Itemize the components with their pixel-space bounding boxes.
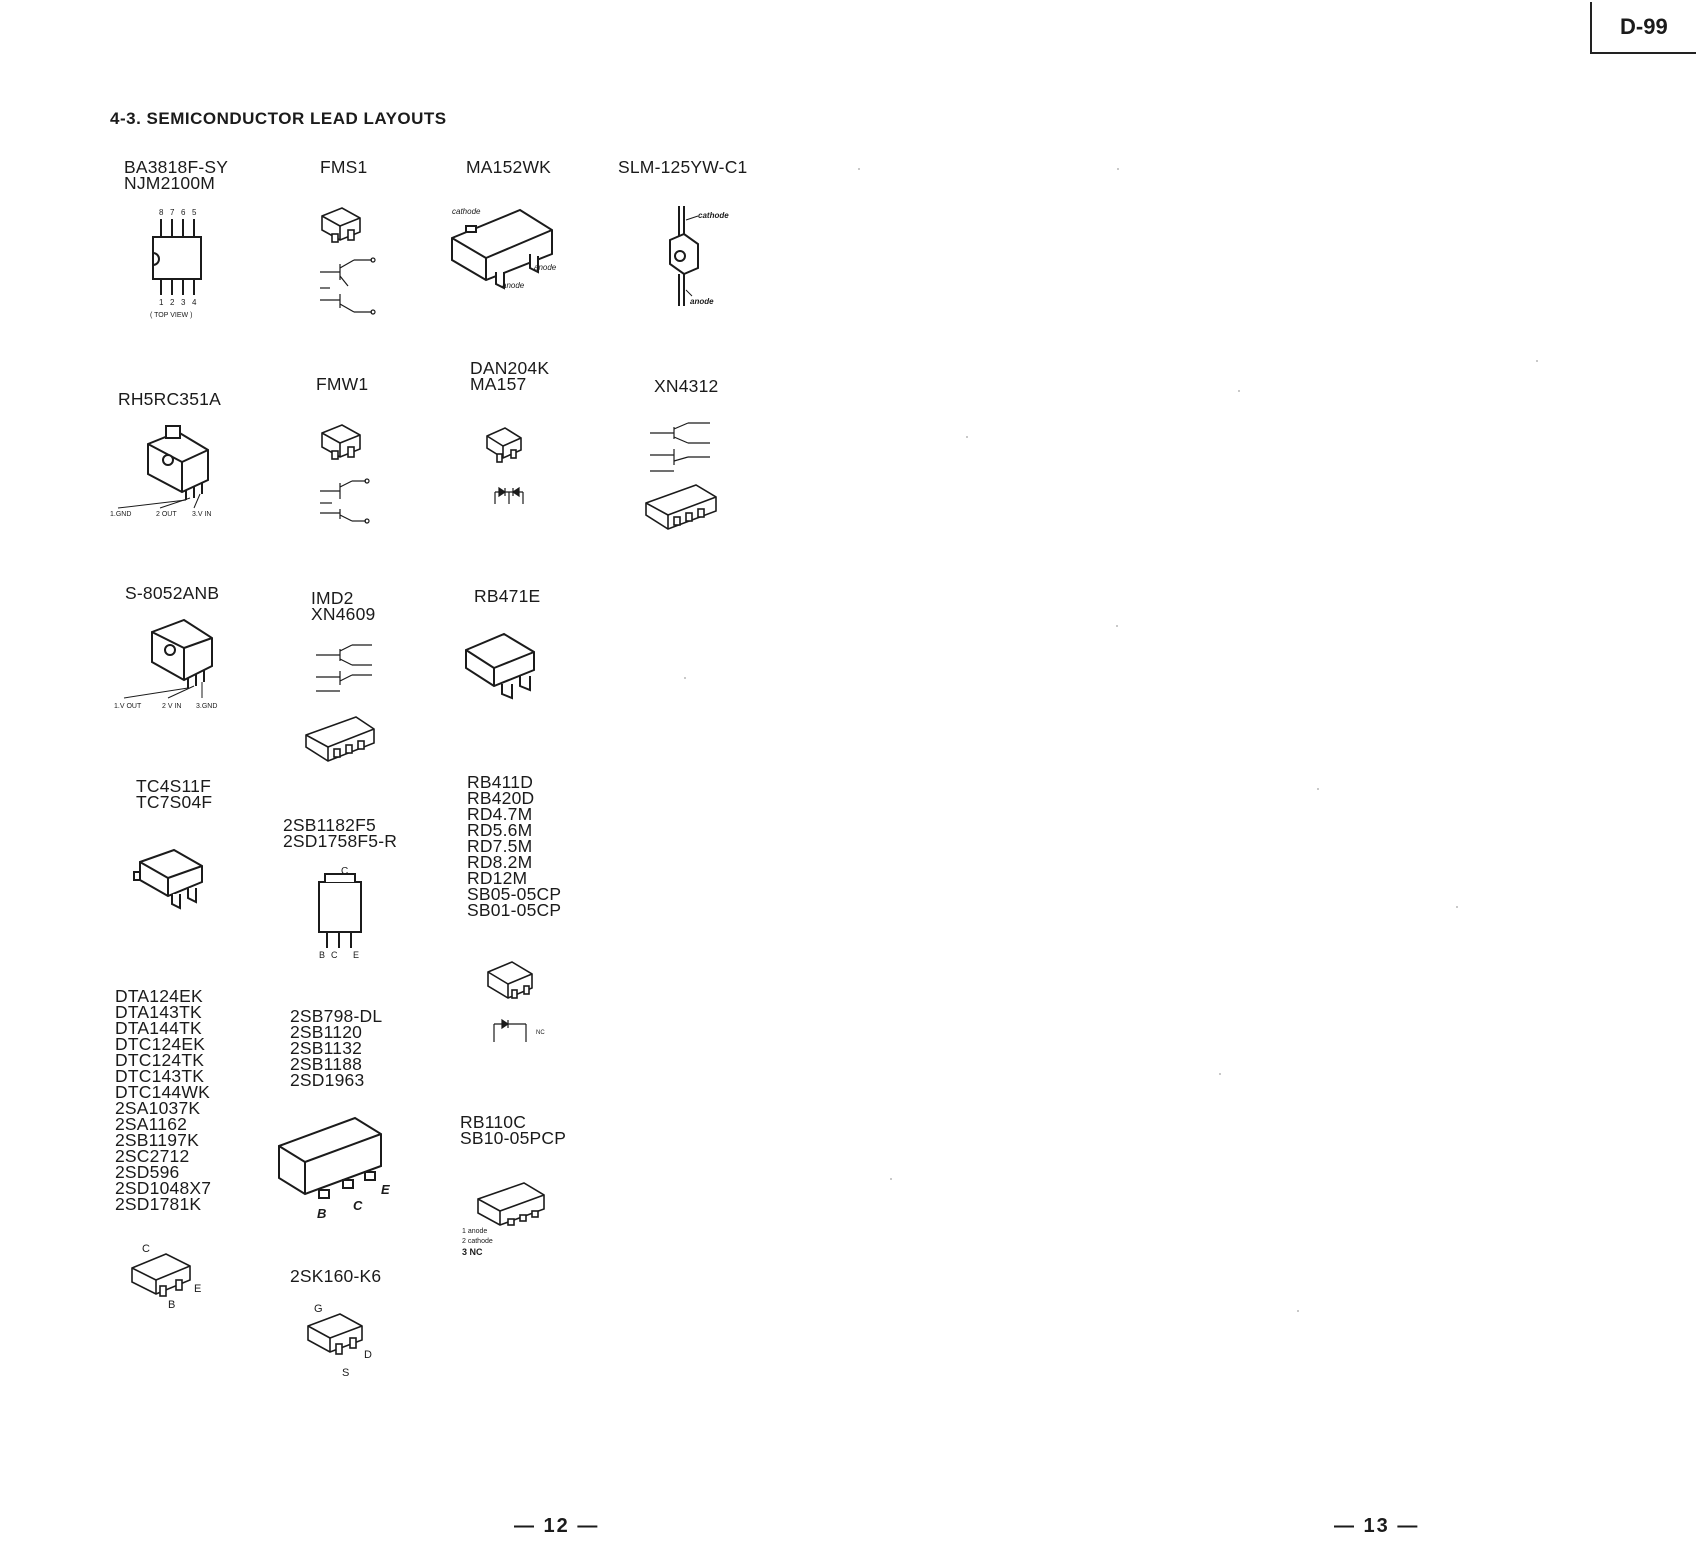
dan204k-package-drawing: [475, 420, 545, 530]
part-label-fms1: FMS1: [320, 157, 368, 177]
page-number-right: — 13 —: [1334, 1515, 1420, 1537]
rb110c-package-drawing: [458, 1175, 568, 1260]
pin-1-gnd: 1.GND: [110, 511, 132, 518]
part-label-ma152wk: MA152WK: [466, 157, 552, 177]
pin-label-3: 3: [181, 298, 186, 307]
part-label-rb411d: RB411D RB420D RD4.7M RD5.6M RD7.5M RD8.2M RD12M SB05-05CP SB01-05CP: [467, 772, 562, 920]
part-label-sb798: 2SB798-DL 2SB1120 2SB1132 2SB1188 2SD1963: [290, 1006, 383, 1090]
dta124-package-drawing: [126, 1240, 216, 1312]
fmw1-package-drawing: [310, 415, 390, 530]
pin-2-vin: 2 V IN: [162, 703, 182, 710]
part-label-fmw1: FMW1: [316, 374, 369, 394]
pin-3-gnd: 3.GND: [196, 703, 218, 710]
imd2-package-drawing: [300, 635, 400, 765]
collector-tab-label: C: [341, 866, 349, 877]
part-label-xn4312: XN4312: [654, 376, 719, 396]
part-label-s8052: S-8052ANB: [125, 583, 220, 603]
page-id-box: [1590, 2, 1696, 54]
scan-speck: [1117, 168, 1119, 170]
pin-2-out: 2 OUT: [156, 511, 177, 518]
fms1-package-drawing: [310, 200, 390, 320]
cathode-label: cathode: [452, 207, 481, 216]
pin-label-4: 4: [192, 298, 197, 307]
part-label-dta124: DTA124EK DTA143TK DTA144TK DTC124EK DTC124TK DTC143TK DTC144WK 2SA1037K 2SA1162 2SB1197K 2SC2712 2SD596 2SD1048X7 2SD1781K: [115, 986, 212, 1214]
pin-b-label: B: [317, 1206, 327, 1221]
xn4312-package-drawing: [640, 415, 740, 545]
rh5rc-package-drawing: [108, 420, 238, 522]
scan-speck: [1116, 625, 1118, 627]
pin-label-2: 2: [170, 298, 175, 307]
pin-c-label: C: [142, 1243, 150, 1255]
rb471e-package-drawing: [452, 620, 562, 710]
anode-label: anode: [534, 263, 557, 272]
anode-label-2: anode: [502, 281, 525, 290]
scan-speck: [1297, 1310, 1299, 1312]
part-label-sb1182: 2SB1182F5 2SD1758F5-R: [283, 815, 398, 851]
pin-c: C: [331, 950, 338, 960]
scan-speck: [858, 168, 860, 170]
part-label-ba3818f: BA3818F-SY NJM2100M: [124, 157, 229, 193]
pin-c-label: C: [353, 1198, 363, 1213]
scan-speck: [1456, 906, 1458, 908]
scan-speck: [890, 1178, 892, 1180]
sb1182-package-drawing: [305, 866, 385, 970]
top-view-caption: ( TOP VIEW ): [150, 312, 193, 319]
scan-speck: [1317, 788, 1319, 790]
s8052-package-drawing: [108, 612, 238, 712]
pin-g-label: G: [314, 1303, 323, 1315]
part-label-tc4s11f: TC4S11F TC7S04F: [136, 776, 213, 812]
sk160-package-drawing: [300, 1300, 390, 1380]
part-label-rh5rc: RH5RC351A: [118, 389, 221, 409]
led-anode-label: anode: [690, 297, 714, 306]
sb798-package-drawing: [275, 1110, 415, 1225]
scan-speck: [1219, 1073, 1221, 1075]
pin-1-vout: 1.V OUT: [114, 703, 142, 710]
rb110c-pin-1: 1 anode: [462, 1228, 488, 1235]
scan-speck: [1536, 360, 1538, 362]
section-title: 4-3. SEMICONDUCTOR LEAD LAYOUTS: [110, 109, 447, 128]
scan-speck: [1238, 390, 1240, 392]
pin-e: E: [353, 950, 360, 960]
pin-s-label: S: [342, 1367, 350, 1379]
pin-label-8: 8: [159, 208, 164, 217]
pin-e-label: E: [381, 1182, 390, 1197]
page-id: D-99: [1620, 14, 1668, 39]
pin-e-label: E: [194, 1283, 202, 1295]
part-label-slm125: SLM-125YW-C1: [618, 157, 748, 177]
part-label-rb110c: RB110C SB10-05PCP: [460, 1112, 567, 1148]
led-cathode-label: cathode: [698, 211, 729, 220]
pin-d-label: D: [364, 1349, 372, 1361]
pin-b: B: [319, 950, 326, 960]
rb110c-pin-2: 2 cathode: [462, 1238, 493, 1245]
pin-label-5: 5: [192, 208, 197, 217]
nc-label: NC: [536, 1030, 545, 1036]
pin-label-6: 6: [181, 208, 186, 217]
pin-label-1: 1: [159, 298, 164, 307]
rb110c-pin-3: 3 NC: [462, 1247, 483, 1257]
part-label-rb471e: RB471E: [474, 586, 541, 606]
slm125-led-drawing: [640, 200, 740, 312]
part-label-sk160: 2SK160-K6: [290, 1266, 382, 1286]
ma152wk-package-drawing: [448, 200, 568, 300]
rb411d-package-drawing: [478, 950, 558, 1060]
pin-label-7: 7: [170, 208, 175, 217]
tc4s11f-package-drawing: [130, 840, 230, 920]
scan-speck: [966, 436, 968, 438]
page-number-left: — 12 —: [514, 1515, 600, 1537]
scan-speck: [684, 677, 686, 679]
part-label-dan204k: DAN204K MA157: [470, 358, 550, 394]
dip8-package-drawing: [140, 205, 220, 321]
pin-3-vin: 3.V IN: [192, 511, 212, 518]
part-label-imd2: IMD2 XN4609: [311, 588, 376, 624]
pin-b-label: B: [168, 1299, 176, 1311]
